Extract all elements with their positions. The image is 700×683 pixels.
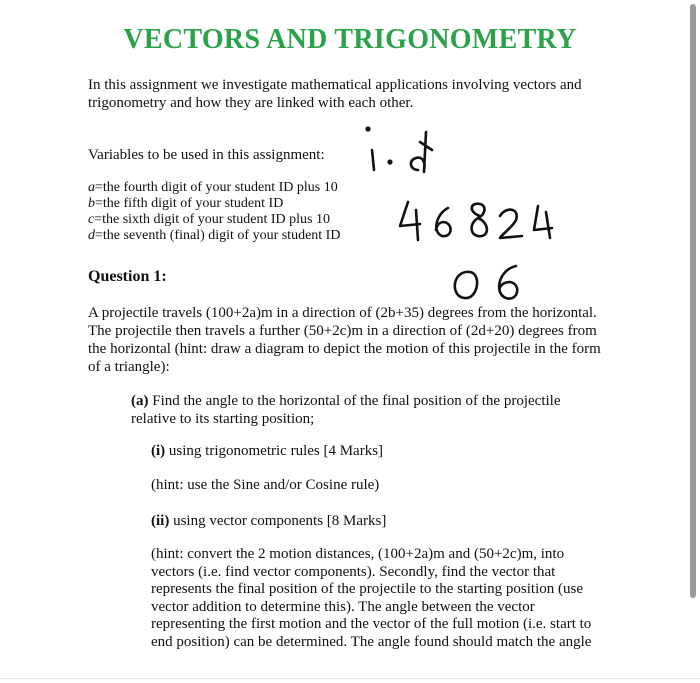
part-i [151, 442, 611, 460]
handwriting-mark [372, 150, 374, 170]
handwriting-mark [534, 206, 552, 238]
variable-text: =the fourth digit of your student ID plus 10 [95, 180, 338, 195]
variable-b [88, 196, 283, 212]
handwriting-mark [436, 208, 451, 236]
part-ii-label: (ii) [151, 513, 170, 529]
scrollbar[interactable] [690, 4, 696, 598]
part-a-label: (a) [131, 393, 149, 409]
page-title: VECTORS AND TRIGONOMETRY [123, 24, 577, 55]
handwriting-mark [411, 132, 432, 172]
variable-text: =the fifth digit of your student ID [95, 196, 284, 211]
variable-text: =the sixth digit of your student ID plus 10 [94, 212, 330, 227]
variable-c [88, 212, 330, 228]
handwriting-mark [389, 161, 392, 164]
part-ii-text: using vector components [8 Marks] [173, 513, 387, 529]
variable-a [88, 180, 338, 196]
hint-i: (hint: use the Sine and/or Cosine rule) [151, 477, 380, 493]
page-divider [0, 678, 700, 679]
handwriting-mark [499, 266, 517, 299]
part-a-text: Find the angle to the horizontal of the final position of the projectile relative to its starting position; [131, 393, 561, 427]
handwriting-mark [367, 128, 370, 131]
variables-label: Variables to be used in this assignment: [88, 147, 325, 163]
question-heading: Question 1: [88, 268, 167, 285]
variable-symbol: a [88, 180, 95, 195]
handwriting-mark [400, 202, 420, 240]
part-a [131, 392, 601, 428]
part-i-label: (i) [151, 443, 166, 459]
variable-symbol: b [88, 196, 95, 211]
variable-symbol: d [88, 228, 95, 243]
handwriting-mark [472, 204, 487, 236]
handwritten-notes [360, 120, 560, 310]
part-i-text: using trigonometric rules [4 Marks] [168, 443, 384, 459]
question-text: A projectile travels (100+2a)m in a direction of (2b+35) degrees from the horizontal. The projectile then travels a further (50+2c)m in a direction of (2d+20) degrees from the horizontal (hint: draw a diagram to depict the motion of this projectile in the form of a triangle): [88, 305, 601, 375]
handwriting-mark [500, 210, 522, 238]
intro-paragraph: In this assignment we investigate mathematical applications involving vectors and trigonometry and how they are linked with each other. [88, 77, 582, 111]
part-ii [151, 512, 611, 530]
handwriting-mark [455, 272, 477, 298]
variable-symbol: c [88, 212, 95, 227]
hint-ii: (hint: convert the 2 motion distances, (100+2a)m and (50+2c)m, into vectors (i.e. find vector components). Secondly, find the vector that represents the final position of the projectile to the starting position (use vector addition to determine this). The angle between the vector representing the first motion and the vector of the full motion (i.e. start to end position) can be determined. The angle found should match the angle [151, 546, 592, 650]
variable-text: =the seventh (final) digit of your student ID [95, 228, 341, 243]
variable-d [88, 228, 340, 244]
